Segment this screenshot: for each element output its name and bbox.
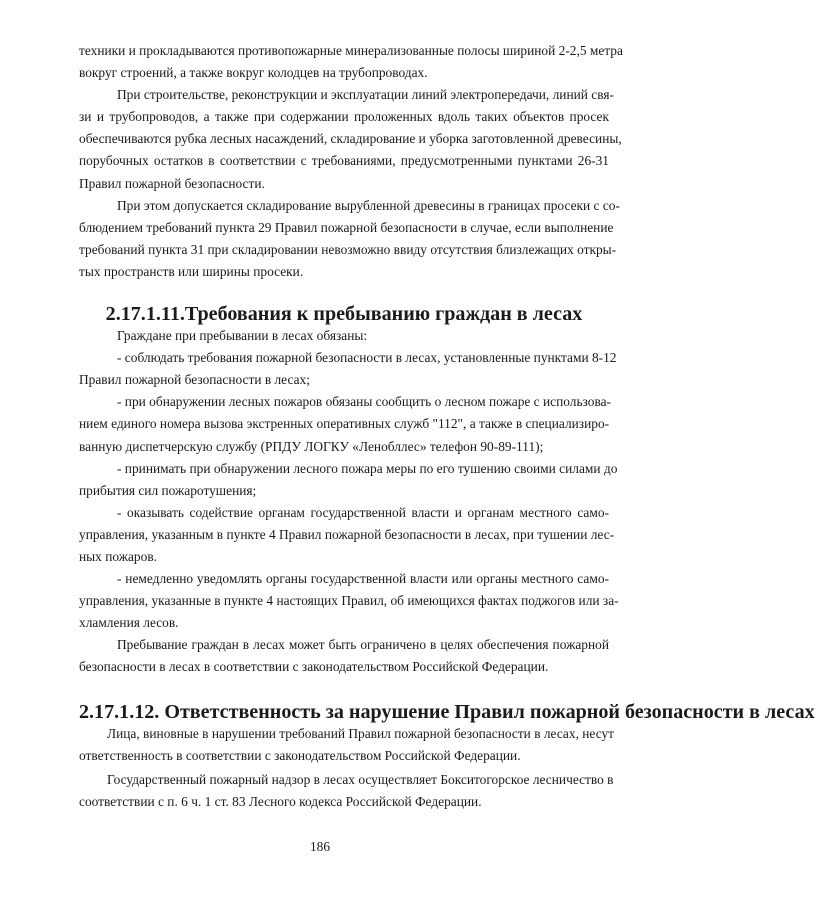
text-line: обеспечиваются рубка лесных насаждений, складирование и уборка заготовленной древесины, xyxy=(79,131,622,147)
text-line: требований пункта 31 при складировании невозможно ввиду отсутствия близлежащих откры- xyxy=(79,241,617,257)
text-line: безопасности в лесах в соответствии с законодательством Российской Федерации. xyxy=(79,659,549,675)
text-line: ответственность в соответствии с законодательством Российской Федерации. xyxy=(79,747,521,763)
paragraph-liability xyxy=(79,723,615,767)
paragraph-firebreaks xyxy=(79,40,623,84)
text-line: хламления лесов. xyxy=(79,615,179,631)
list-item xyxy=(79,347,617,391)
text-line: управления, указанным в пункте 4 Правил пожарной безопасности в лесах, при тушении лес- xyxy=(79,526,615,542)
text-line: Государственный пожарный надзор в лесах осуществляет Бокситогорское лесничество в xyxy=(107,771,614,787)
text-line: Пребывание граждан в лесах может быть ограничено в целях обеспечения пожарной xyxy=(117,637,609,653)
text-line: нием единого номера вызова экстренных оперативных служб "112", а также в специализиро- xyxy=(79,416,610,432)
paragraph-timber-storage xyxy=(79,195,620,283)
spacer xyxy=(79,679,609,701)
page-number: 186 xyxy=(309,839,331,854)
text-line: При строительстве, реконструкции и эксплуатации линий электропередачи, линий свя- xyxy=(117,87,615,103)
text-line: - оказывать содействие органам государственной власти и органам местного само- xyxy=(117,504,609,520)
spacer xyxy=(79,283,609,303)
section-heading-liability: 2.17.1.12. Ответственность за нарушение Правил пожарной безопасности в лесах xyxy=(79,700,815,723)
text-line: вокруг строений, а также вокруг колодцев на трубопроводах. xyxy=(79,65,428,81)
text-line: Правил пожарной безопасности в лесах; xyxy=(79,372,310,388)
list-item xyxy=(79,568,619,634)
text-line: При этом допускается складирование вырубленной древесины в границах просеки с со- xyxy=(117,197,620,213)
text-line: тых пространств или ширины просеки. xyxy=(79,263,304,279)
text-line: зи и трубопроводов, а также при содержании проложенных вдоль таких объектов просек xyxy=(79,109,609,125)
text-line: техники и прокладываются противопожарные минерализованные полосы шириной 2-2,5 метра xyxy=(79,43,623,58)
paragraph-restriction xyxy=(79,634,609,678)
text-line: - соблюдать требования пожарной безопасности в лесах, установленные пунктами 8-12 xyxy=(117,350,617,366)
text-line: порубочных остатков в соответствии с требованиями, предусмотренными пунктами 26-31 xyxy=(79,153,609,169)
list-item xyxy=(79,458,618,502)
paragraph-power-lines xyxy=(79,84,622,194)
list-item xyxy=(79,502,615,568)
text-line: - немедленно уведомлять органы государственной власти или органы местного само- xyxy=(117,571,609,587)
paragraph-supervision xyxy=(79,769,614,813)
list-item xyxy=(79,391,612,457)
text-line: - при обнаружении лесных пожаров обязаны сообщить о лесном пожаре с использова- xyxy=(117,394,612,410)
text-line: Правил пожарной безопасности. xyxy=(79,175,265,191)
text-line: управления, указанные в пункте 4 настоящих Правил, об имеющихся фактах поджогов или за- xyxy=(79,593,619,609)
text-line: - принимать при обнаружении лесного пожара меры по его тушению своими силами до xyxy=(117,460,618,476)
text-line: Граждане при пребывании в лесах обязаны: xyxy=(117,328,368,344)
text-line: соответствии с п. 6 ч. 1 ст. 83 Лесного кодекса Российской Федерации. xyxy=(79,793,482,809)
text-line: блюдением требований пункта 29 Правил пожарной безопасности в случае, если выполнение xyxy=(79,219,614,235)
text-line: ванную диспетчерскую службу (РПДУ ЛОГКУ «Ленобллес» телефон 90-89-111); xyxy=(79,438,544,454)
text-line: ных пожаров. xyxy=(79,548,157,564)
section-heading-citizens: 2.17.1.11.Требования к пребыванию граждан в лесах xyxy=(105,303,583,326)
text-line: прибытия сил пожаротушения; xyxy=(79,482,257,498)
text-line: Лица, виновные в нарушении требований Правил пожарной безопасности в лесах, несут xyxy=(107,725,615,741)
section-intro xyxy=(79,325,609,347)
